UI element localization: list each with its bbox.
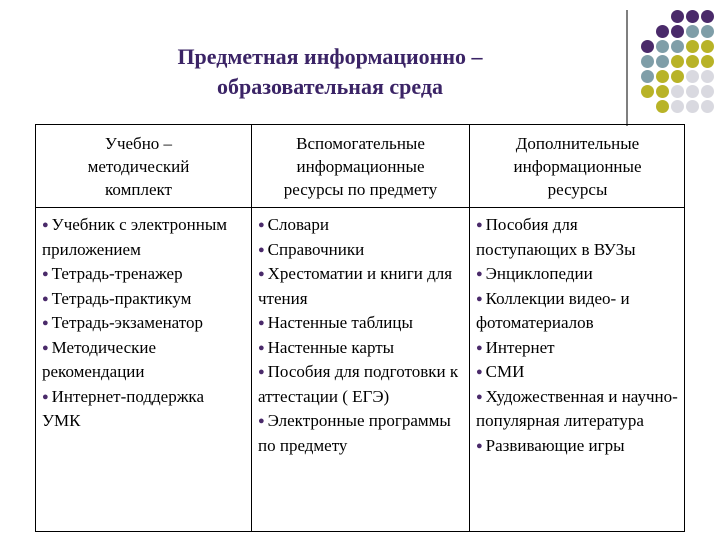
list-item — [42, 287, 237, 312]
bullet-icon: ● — [258, 366, 265, 378]
list-item-text: Развивающие игры — [485, 435, 625, 455]
list-item-text: Настенные таблицы — [267, 313, 413, 332]
list-item-text: Пособия для поступающих в ВУЗы — [476, 215, 636, 259]
decorative-dot — [656, 85, 669, 98]
column-additional-resources — [469, 125, 685, 531]
list-item-text: СМИ — [485, 362, 525, 381]
list-item — [476, 360, 681, 385]
list-item-text: Энциклопедии — [485, 264, 593, 283]
list-item — [258, 409, 465, 458]
bullet-icon: ● — [42, 219, 49, 231]
column-items — [42, 213, 237, 434]
title-line-1: Предметная информационно – — [177, 44, 483, 69]
list-item — [258, 238, 465, 263]
decorative-dot — [641, 55, 654, 68]
list-item-text: Тетрадь-тренажер — [51, 264, 183, 283]
decorative-dot — [671, 85, 684, 98]
bullet-icon: ● — [258, 243, 265, 256]
bullet-icon: ● — [42, 292, 49, 305]
decorative-dot — [641, 70, 654, 83]
bullet-icon: ● — [476, 439, 483, 452]
bullet-icon: ● — [476, 268, 483, 280]
decorative-dot — [686, 25, 699, 38]
decorative-dot — [701, 100, 714, 113]
list-item — [258, 311, 465, 336]
decorative-dot — [671, 70, 684, 83]
bullet-icon: ● — [476, 292, 483, 305]
column-header: Дополнительные информационные ресурсы — [513, 133, 642, 199]
decorative-dot — [686, 40, 699, 53]
decorative-dot — [671, 25, 684, 38]
decorative-dot — [701, 10, 714, 23]
list-item-text: Словари — [267, 215, 329, 234]
decorative-dot — [656, 40, 669, 53]
decorative-dot — [656, 70, 669, 83]
decorative-dot — [701, 70, 714, 83]
list-item — [258, 262, 465, 311]
list-item-text: Интернет — [485, 337, 555, 357]
decorative-dot — [641, 85, 654, 98]
bullet-icon: ● — [42, 268, 49, 280]
bullet-icon: ● — [476, 390, 483, 403]
list-item — [258, 360, 465, 409]
list-item — [42, 336, 237, 385]
bullet-icon: ● — [476, 366, 483, 378]
decorative-dot — [686, 55, 699, 68]
decorative-dot-grid — [641, 10, 720, 120]
list-item — [42, 213, 237, 262]
list-item — [258, 213, 465, 238]
decorative-dot — [671, 55, 684, 68]
list-item — [476, 287, 681, 336]
decorative-dot — [701, 55, 714, 68]
decorative-dot — [656, 25, 669, 38]
list-item — [476, 434, 681, 459]
column-items — [476, 213, 681, 458]
resources-table — [35, 124, 685, 532]
bullet-icon: ● — [42, 390, 49, 403]
bullet-icon: ● — [258, 317, 265, 329]
decorative-dot — [656, 100, 669, 113]
list-item-text: Тетрадь-экзаменатор — [51, 313, 203, 332]
bullet-icon: ● — [258, 341, 265, 354]
column-auxiliary-resources — [251, 125, 469, 531]
list-item-text: Хрестоматии и книги для чтения — [258, 264, 453, 308]
list-item — [476, 385, 681, 434]
bullet-icon: ● — [476, 219, 483, 231]
bullet-icon: ● — [258, 415, 265, 427]
list-item-text: Интернет-поддержка УМК — [42, 386, 204, 430]
list-item-text: Настенные карты — [267, 337, 395, 357]
bullet-icon: ● — [42, 317, 49, 329]
list-item — [42, 385, 237, 434]
list-item — [42, 311, 237, 336]
decorative-dot — [701, 40, 714, 53]
list-item-text: Художественная и научно-популярная литература — [476, 386, 678, 430]
list-item — [258, 336, 465, 361]
list-item — [476, 336, 681, 361]
bullet-icon: ● — [476, 341, 483, 354]
decorative-dot — [671, 100, 684, 113]
list-item — [42, 262, 237, 287]
title-line-2: образовательная среда — [217, 74, 443, 99]
decorative-dot — [686, 10, 699, 23]
decorative-dot — [686, 70, 699, 83]
list-item-text: Электронные программы по предмету — [258, 411, 451, 455]
column-items — [258, 213, 465, 458]
page-title — [100, 42, 560, 102]
column-textbook-kit — [36, 125, 241, 531]
decorative-dot — [641, 40, 654, 53]
column-header: Учебно – методический комплект — [87, 133, 190, 199]
list-item-text: Методические рекомендации — [42, 337, 157, 381]
list-item-text: Тетрадь-практикум — [51, 288, 192, 308]
list-item-text: Справочники — [267, 239, 365, 259]
decorative-dot — [686, 85, 699, 98]
decorative-dot — [701, 85, 714, 98]
decorative-dot — [671, 10, 684, 23]
bullet-icon: ● — [42, 341, 49, 354]
list-item-text: Учебник с электронным приложением — [42, 215, 228, 259]
decorative-dot — [701, 25, 714, 38]
list-item-text: Пособия для подготовки к аттестации ( ЕГЭ) — [258, 362, 459, 406]
bullet-icon: ● — [258, 268, 265, 280]
list-item-text: Коллекции видео- и фотоматериалов — [476, 288, 630, 332]
decorative-dot — [656, 55, 669, 68]
list-item — [476, 213, 681, 262]
decorative-divider — [626, 10, 628, 126]
list-item — [476, 262, 681, 287]
bullet-icon: ● — [258, 219, 265, 231]
decorative-dot — [686, 100, 699, 113]
column-header: Вспомогательные информационные ресурсы по предмету — [283, 133, 438, 199]
decorative-dot — [671, 40, 684, 53]
